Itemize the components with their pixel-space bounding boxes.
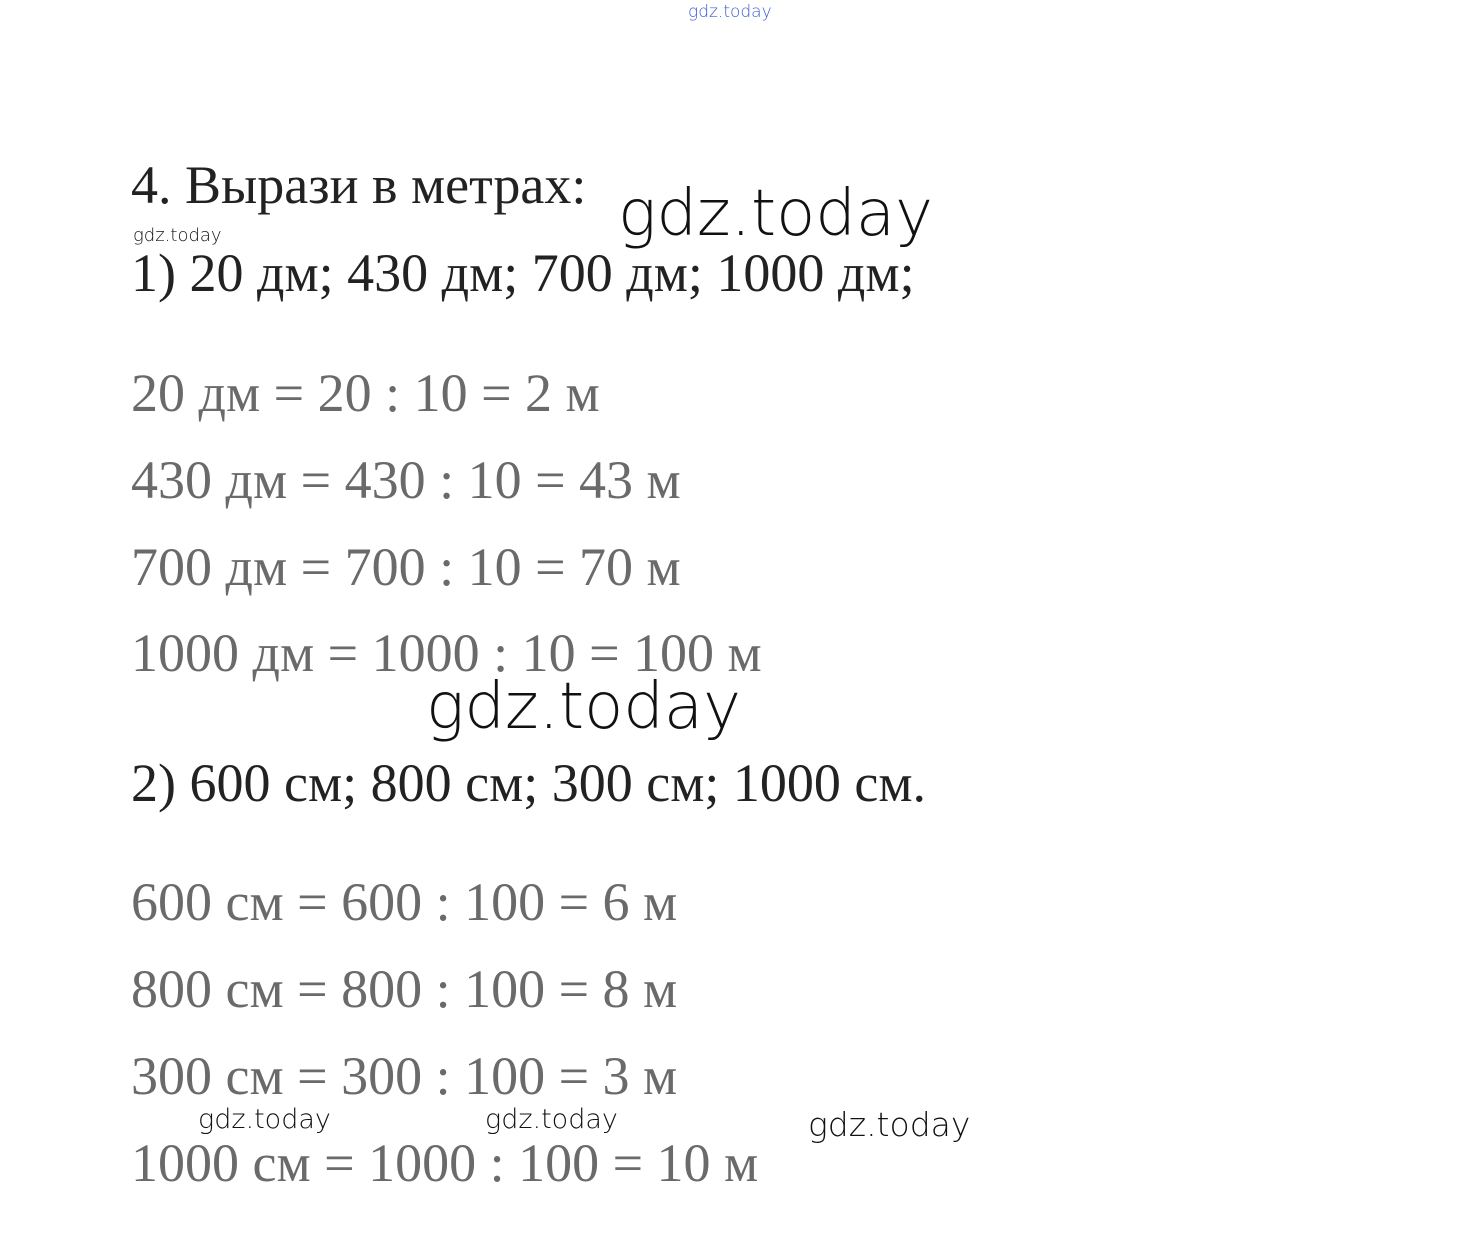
part2-solution-3: 300 см = 300 : 100 = 3 м [131, 1046, 678, 1106]
watermark-large-top: gdz.today [618, 177, 933, 251]
part2-solution-4: 1000 см = 1000 : 100 = 10 м [131, 1133, 759, 1193]
watermark-large-middle: gdz.today [426, 670, 741, 744]
task-title: 4. Вырази в метрах: [131, 155, 587, 215]
watermark-bottom-1: gdz.today [198, 1104, 331, 1135]
part1-solution-4: 1000 дм = 1000 : 10 = 100 м [131, 623, 762, 683]
watermark-small-left: gdz.today [133, 225, 222, 246]
part1-solution-1: 20 дм = 20 : 10 = 2 м [131, 363, 600, 423]
part1-heading: 1) 20 дм; 430 дм; 700 дм; 1000 дм; [131, 243, 915, 303]
watermark-top: gdz.today [688, 2, 772, 22]
watermark-bottom-2: gdz.today [485, 1104, 618, 1135]
part2-solution-2: 800 см = 800 : 100 = 8 м [131, 959, 678, 1019]
part2-heading: 2) 600 см; 800 см; 300 см; 1000 см. [131, 753, 927, 813]
watermark-bottom-3: gdz.today [808, 1105, 971, 1144]
part2-solution-1: 600 см = 600 : 100 = 6 м [131, 872, 678, 932]
part1-solution-2: 430 дм = 430 : 10 = 43 м [131, 450, 681, 510]
part1-solution-3: 700 дм = 700 : 10 = 70 м [131, 537, 681, 597]
